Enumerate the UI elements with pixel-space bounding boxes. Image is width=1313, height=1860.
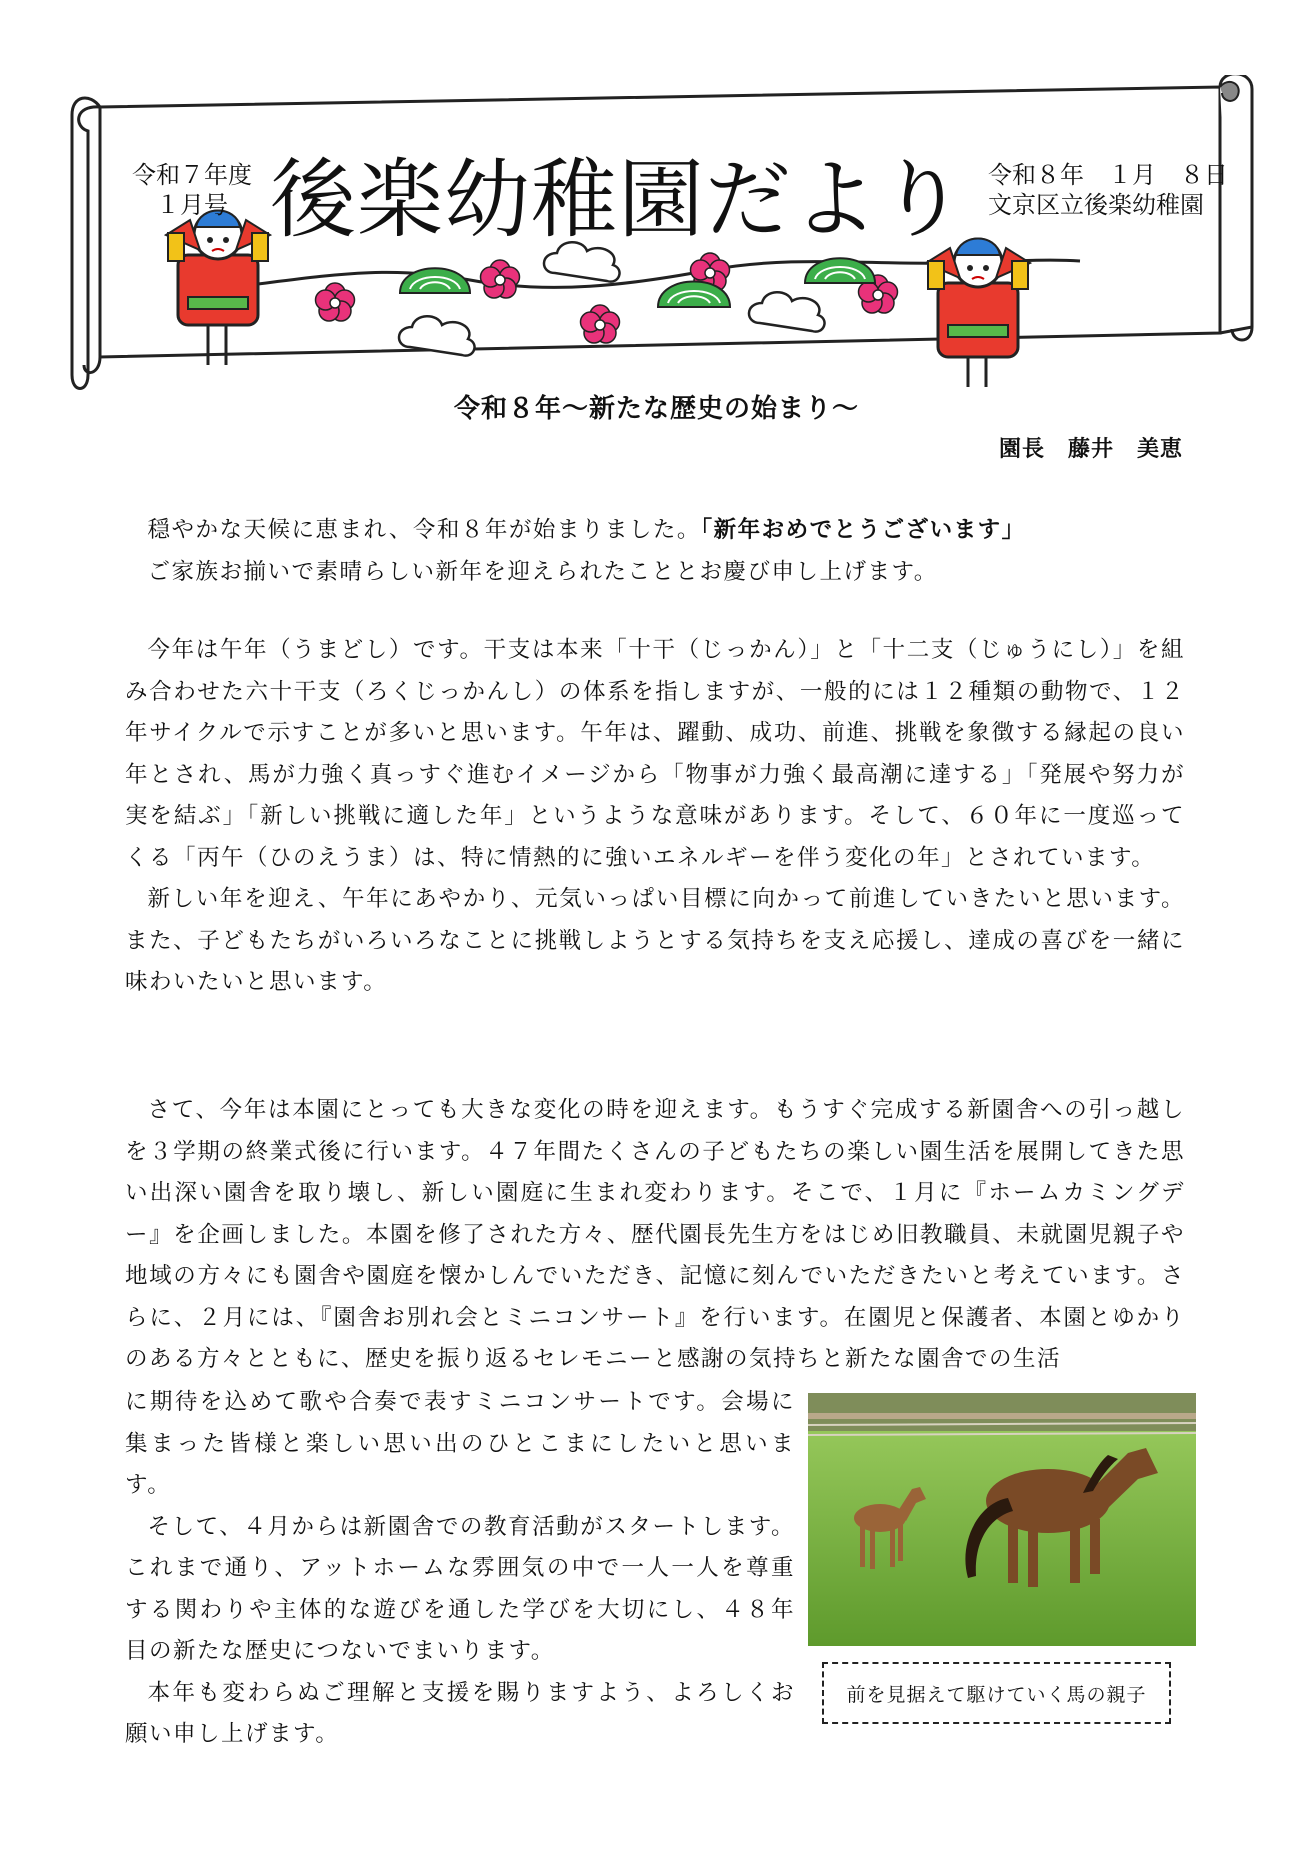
body-paragraph: 新しい年を迎え、午年にあやかり、元気いっぱい目標に向かって前進していきたいと思います。また、子どもたちがいろいろなことに挑戦しようとする気持ちを支え応援し、達成の喜びを一緒に味わいたいと思います。 [125,886,1185,995]
body-paragraph: 今年は午年（うまどし）です。干支は本来「十干（じっかん）」と「十二支（じゅうにし）」を組み合わせた六十干支（ろくじっかんし）の体系を指しますが、一般的には１２種類の動物で、１２年サイクルで示すことが多いと思います。午年は、躍動、成功、前進、挑戦を象徴する縁起の良い年とされ、馬が力強く真っすぐ進むイメージから「物事が力強く最高潮に達する」「発展や努力が実を結ぶ」「新しい挑戦に適した年」というような意味があります。そして、６０年に一度巡ってくる「丙午（ひのえうま）は、特に情熱的に強いエネルギーを伴う変化の年」とされています。 [125,637,1185,871]
issue-info [122,160,262,220]
closing-section [125,1382,795,1756]
kite-character-right-icon [926,239,1030,388]
body-paragraph: 本年も変わらぬご理解と支援を賜りますよう、よろしくお願い申し上げます。 [125,1679,795,1747]
year-of-horse-section [125,630,1185,1004]
date-block [988,160,1228,220]
body-paragraph: そして、４月からは新園舎での教育活動がスタートします。これまで通り、アットホームな雰囲気の中で一人一人を尊重する関わりや主体的な遊びを通した学びを大切にし、４８年目の新たな歴史につないでまいります。 [125,1513,795,1664]
greeting-paragraph-2: ご家族お揃いで素晴らしい新年を迎えられたこととお慶び申し上げます。 [147,558,938,585]
building-change-section [125,1090,1185,1381]
greeting-section [125,510,1185,593]
photo-caption: 前を見据えて駆けていく馬の親子 [822,1662,1171,1724]
horse-photo [808,1393,1196,1646]
author: 園長 藤井 美恵 [998,437,1183,462]
body-paragraph: さて、今年は本園にとっても大きな変化の時を迎えます。もうすぐ完成する新園舎への引っ越しを３学期の終業式後に行います。４７年間たくさんの子どもたちの楽しい園生活を展開してきた思い出深い園舎を取り壊し、新しい園庭に生まれ変わります。そこで、１月に『ホームカミングデー』を企画しました。本園を修了された方々、歴代園長先生方をはじめ旧教職員、未就園児親子や地域の方々にも園舎や園庭を懐かしんでいただき、記憶に刻んでいただきたいと考えています。さらに、２月には、『園舎お別れ会とミニコンサート』を行います。在園児と保護者、本園とゆかりのある方々とともに、歴史を振り返るセレモニーと感謝の気持ちと新たな園舎での生活 [125,1097,1185,1372]
body-paragraph-continued: に期待を込めて歌や合奏で表すミニコンサートです。会場に集まった皆様と楽しい思い出のひとこまにしたいと思います。 [125,1389,795,1498]
newsletter-title: 後楽幼稚園だより [270,150,966,250]
greeting-paragraph: 穏やかな天候に恵まれ、令和８年が始まりました。「新年おめでとうございます」 [147,517,1026,543]
issue-number: １月号 [156,191,228,219]
new-year-greeting: 「新年おめでとうございます」 [700,517,1026,543]
issue-date: 令和８年 １月 ８日 [988,161,1228,189]
article-title: 令和８年～新たな歴史の始まり～ [453,394,859,424]
school-name: 文京区立後楽幼稚園 [988,191,1204,219]
fiscal-year: 令和７年度 [132,161,252,189]
